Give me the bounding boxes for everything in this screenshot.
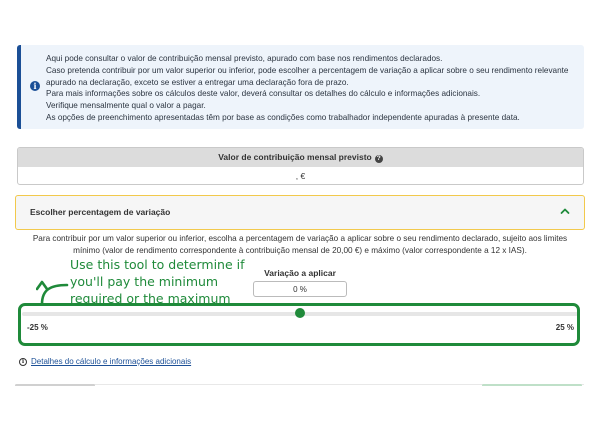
info-line: apurado na declaração, exceto se estiver a entregar uma declaração fora de prazo. bbox=[46, 77, 349, 87]
help-icon[interactable]: ? bbox=[375, 155, 383, 163]
info-icon: i bbox=[30, 81, 40, 91]
slider-max-label: 25 % bbox=[555, 323, 574, 332]
info-line: As opções de preenchimento apresentadas têm por base as condições como trabalhador independente apuradas à presente data. bbox=[46, 112, 520, 122]
details-link[interactable] bbox=[19, 357, 191, 366]
variation-description bbox=[20, 233, 580, 256]
info-line: Caso pretenda contribuir por um valor superior ou inferior, pode escolher a percentagem de variação a aplicar sobre o seu rendimento relevante bbox=[46, 65, 569, 75]
variation-description-line: Para contribuir por um valor superior ou inferior, escolha a percentagem de variação a aplicar sobre o seu rendimento declarado, sujeito aos limites bbox=[32, 234, 568, 243]
footer-button-left[interactable] bbox=[15, 384, 95, 387]
info-circle-icon: i bbox=[19, 358, 27, 366]
details-link-label[interactable]: Detalhes do cálculo e informações adicionais bbox=[31, 357, 192, 366]
footer-button-right[interactable] bbox=[482, 384, 582, 387]
variation-input-label: Variação a aplicar bbox=[264, 268, 336, 278]
info-line: Aqui pode consultar o valor de contribuição mensal previsto, apurado com base nos rendimentos declarados. bbox=[46, 54, 443, 63]
variation-title: Escolher percentagem de variação bbox=[30, 207, 171, 217]
variation-accordion-header[interactable] bbox=[15, 195, 585, 230]
contribution-box bbox=[17, 147, 584, 185]
chevron-up-icon[interactable] bbox=[560, 206, 570, 216]
contribution-value: , € bbox=[295, 171, 306, 181]
annotation-line: you'll pay the minimum bbox=[70, 274, 219, 289]
info-text bbox=[46, 53, 574, 124]
info-notice bbox=[17, 45, 584, 129]
annotation-arrow-icon bbox=[36, 278, 70, 306]
annotation-line: required or the maximum bbox=[70, 291, 231, 306]
annotation-text bbox=[70, 256, 300, 307]
info-line: Para mais informações sobre os cálculos deste valor, deverá consultar os detalhes do cálculo e informações adicionais. bbox=[46, 89, 481, 99]
contribution-header bbox=[18, 148, 583, 167]
slider-min-label: -25 % bbox=[27, 323, 48, 332]
variation-description-line: mínimo (valor de rendimento correspondente à contribuição mensal de 20,00 €) e máximo (valor correspondente a 12 x IAS). bbox=[73, 245, 527, 255]
annotation-line: Use this tool to determine if bbox=[70, 257, 245, 272]
contribution-header-label: Valor de contribuição mensal previsto bbox=[218, 152, 372, 162]
info-line: Verifique mensalmente qual o valor a pagar. bbox=[46, 101, 206, 111]
annotation-highlight bbox=[18, 303, 580, 346]
